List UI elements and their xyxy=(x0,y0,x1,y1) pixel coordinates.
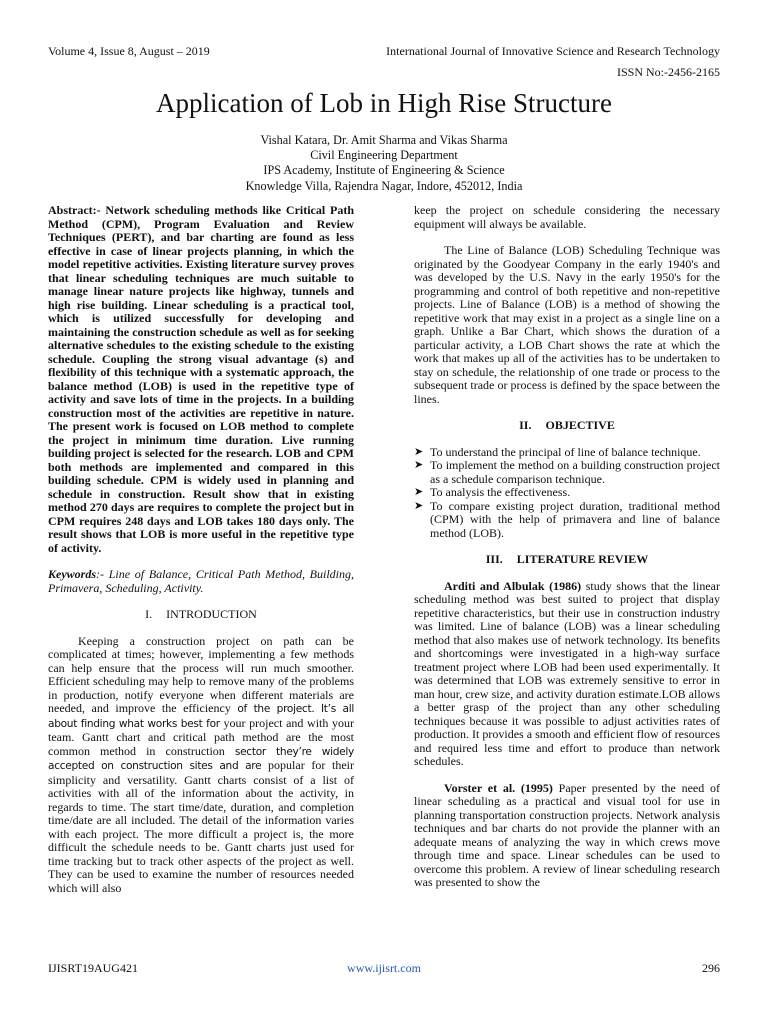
intro-text-3: your project and with your team. Gantt chart and critical path method are the most common method in construction xyxy=(48,715,354,758)
keywords-label: Keywords xyxy=(48,567,96,581)
keywords xyxy=(48,568,354,595)
introduction-paragraph xyxy=(48,635,354,896)
section-number: I. xyxy=(145,607,153,621)
footer-code: IJISRT19AUG421 xyxy=(48,961,138,975)
list-item xyxy=(414,486,720,500)
list-item-text: To implement the method on a building construction project as a schedule comparison technique. xyxy=(430,458,720,486)
section-title: INTRODUCTION xyxy=(166,607,257,621)
section-number: II. xyxy=(519,418,532,432)
author-address: Knowledge Villa, Rajendra Nagar, Indore, 452012, India xyxy=(245,178,523,193)
journal-name: International Journal of Innovative Science and Research Technology xyxy=(386,44,720,58)
section-heading-introduction xyxy=(48,608,354,622)
literature-text: study shows that the linear scheduling method was best suited to project that display repetitive characteristics, but their use in construction industry was limited. Line of balance (LOB) was a linear scheduling method that also makes use of network technology. Its benefits and shortcomings were investigated in a high-way surface treatment project where LOB had been used experimentally. It was determined that LOB was extremely sensitive to error in man hour, crew size, and activity duration estimate.LOB allows a better grasp of the project than any other scheduling techniques because it was possible to adjust activities rates of production. It provides a smooth and efficient flow of resources and required less time and effort to produce than network schedules. xyxy=(414,578,720,768)
arrowhead-bullet-icon: ➤ xyxy=(414,486,424,498)
volume-info: Volume 4, Issue 8, August – 2019 xyxy=(48,44,210,58)
intro-text-2: of the project. It’s all about finding what works best for xyxy=(48,703,355,730)
list-item-text: To compare existing project duration, traditional method (CPM) with the help of primavera and line of balance method (LOB). xyxy=(430,498,720,540)
paper-title: Application of Lob in High Rise Structure xyxy=(156,88,612,118)
list-item xyxy=(414,500,720,541)
section-heading-literature xyxy=(414,553,720,567)
list-item xyxy=(414,459,720,486)
intro-text-1: Keeping a construction project on path can be complicated at times; however, implementing a few methods can help ensure that the process will run much smoother. Efficient scheduling may help to remove many of the problems in production, notify everyone when different materials are needed, and improve the efficiency xyxy=(48,633,354,715)
continuation-paragraph: keep the project on schedule considering the necessary equipment will always be available. xyxy=(414,203,720,231)
arrowhead-bullet-icon: ➤ xyxy=(414,459,424,471)
literature-paragraph-2 xyxy=(414,782,720,890)
footer-url-link[interactable]: www.ijisrt.com xyxy=(347,961,421,975)
citation-author: Arditi and Albulak (1986) xyxy=(444,578,582,593)
keywords-text: :- Line of Balance, Critical Path Method, Building, Primavera, Scheduling, Activity. xyxy=(48,567,354,595)
list-item-text: To analysis the effectiveness. xyxy=(430,485,571,499)
intro-text-5: popular for their simplicity and versatility. Gantt charts consist of a list of activities with all of the information about the activity, in regards to time. The start time/date, duration, and completion time/date are all included. The detail of the information varies with each project. The more difficult a project is, the more difficult the schedule needs to be. Gantt charts just used for time tracking but to track other aspects of the project as well. They can be used to examine the number of resources needed which will also xyxy=(48,758,355,895)
lob-paragraph: The Line of Balance (LOB) Scheduling Technique was originated by the Goodyear Company in the early 1940's and was developed by the U.S. Navy in the early 1950's for the programming and control of both repetitive and non-repetitive projects. Line of Balance (LOB) is a method of showing the repetitive work that may exist in a project as a single line on a graph. Unlike a Bar Chart, which shows the duration of a particular activity, a LOB Chart shows the rate at which the work that makes up all of the activities has to be undertaken to stay on schedule, the relationship of one trade or process to the subsequent trade or process is defined by the space between the lines. xyxy=(414,243,720,406)
list-item xyxy=(414,446,720,460)
arrowhead-bullet-icon: ➤ xyxy=(414,445,424,458)
page-number: 296 xyxy=(702,961,720,975)
section-title: LITERATURE REVIEW xyxy=(516,552,649,566)
section-heading-objective xyxy=(414,419,720,433)
intro-text-4: sector they’re widely accepted on construction sites and are xyxy=(48,745,354,772)
literature-paragraph-1 xyxy=(414,580,720,769)
section-title: OBJECTIVE xyxy=(545,418,615,432)
arrowhead-bullet-icon: ➤ xyxy=(414,499,424,512)
objective-list xyxy=(414,446,720,541)
author-department: Civil Engineering Department xyxy=(310,148,458,163)
right-column xyxy=(414,204,720,890)
abstract: Abstract:- Network scheduling methods like Critical Path Method (CPM), Program Evaluation and Review Techniques (PERT), and bar charting are found as less effective in case of linear projects planning, in which the model repetitive activities. Existing literature survey proves that linear scheduling techniques are much suitable to manage linear nature projects like highway, tunnels and high rise building. Linear scheduling is a practical tool, which is utilized successfully for developing and maintaining the construction schedule as well as for seeking alternative schedules to the existing schedule to the existing schedule. Coupling the strong visual advantage (s) and flexibility of this technique with a systematic approach, the balance method (LOB) is used in the repetitive type of activity and save lots of time in the projects. In a building construction most of the activities are repetitive in nature. The present work is focused on LOB method to complete the project in minimum time duration. Live running building project is selected for the research. LOB and CPM both methods are implemented and compared in this building schedule. CPM is widely used in planning and schedule in construction. Result show that in existing method 270 days are requires to complete the project but in CPM requires 248 days and LOB takes 180 days only. The result shows that LOB is more useful in the repetitive type of activity. xyxy=(48,203,354,555)
list-item-text: To understand the principal of line of balance technique. xyxy=(430,444,701,459)
section-number: III. xyxy=(485,552,503,566)
literature-text: Paper presented by the need of linear scheduling as a practical and visual tool for use in planning transportation construction projects. Network analysis techniques and bar charts do not provide the planner with an adequate means of analyzing the way in which crews move through time and space. Linear schedules can be used to overcome this problem. A review of linear scheduling research was presented to show the xyxy=(414,780,720,889)
left-column xyxy=(48,204,354,895)
author-names: Vishal Katara, Dr. Amit Sharma and Vikas Sharma xyxy=(260,133,508,147)
citation-author: Vorster et al. (1995) xyxy=(444,780,553,795)
author-block xyxy=(0,133,768,194)
author-institute: IPS Academy, Institute of Engineering & Science xyxy=(263,163,505,178)
issn: ISSN No:-2456-2165 xyxy=(616,65,720,79)
